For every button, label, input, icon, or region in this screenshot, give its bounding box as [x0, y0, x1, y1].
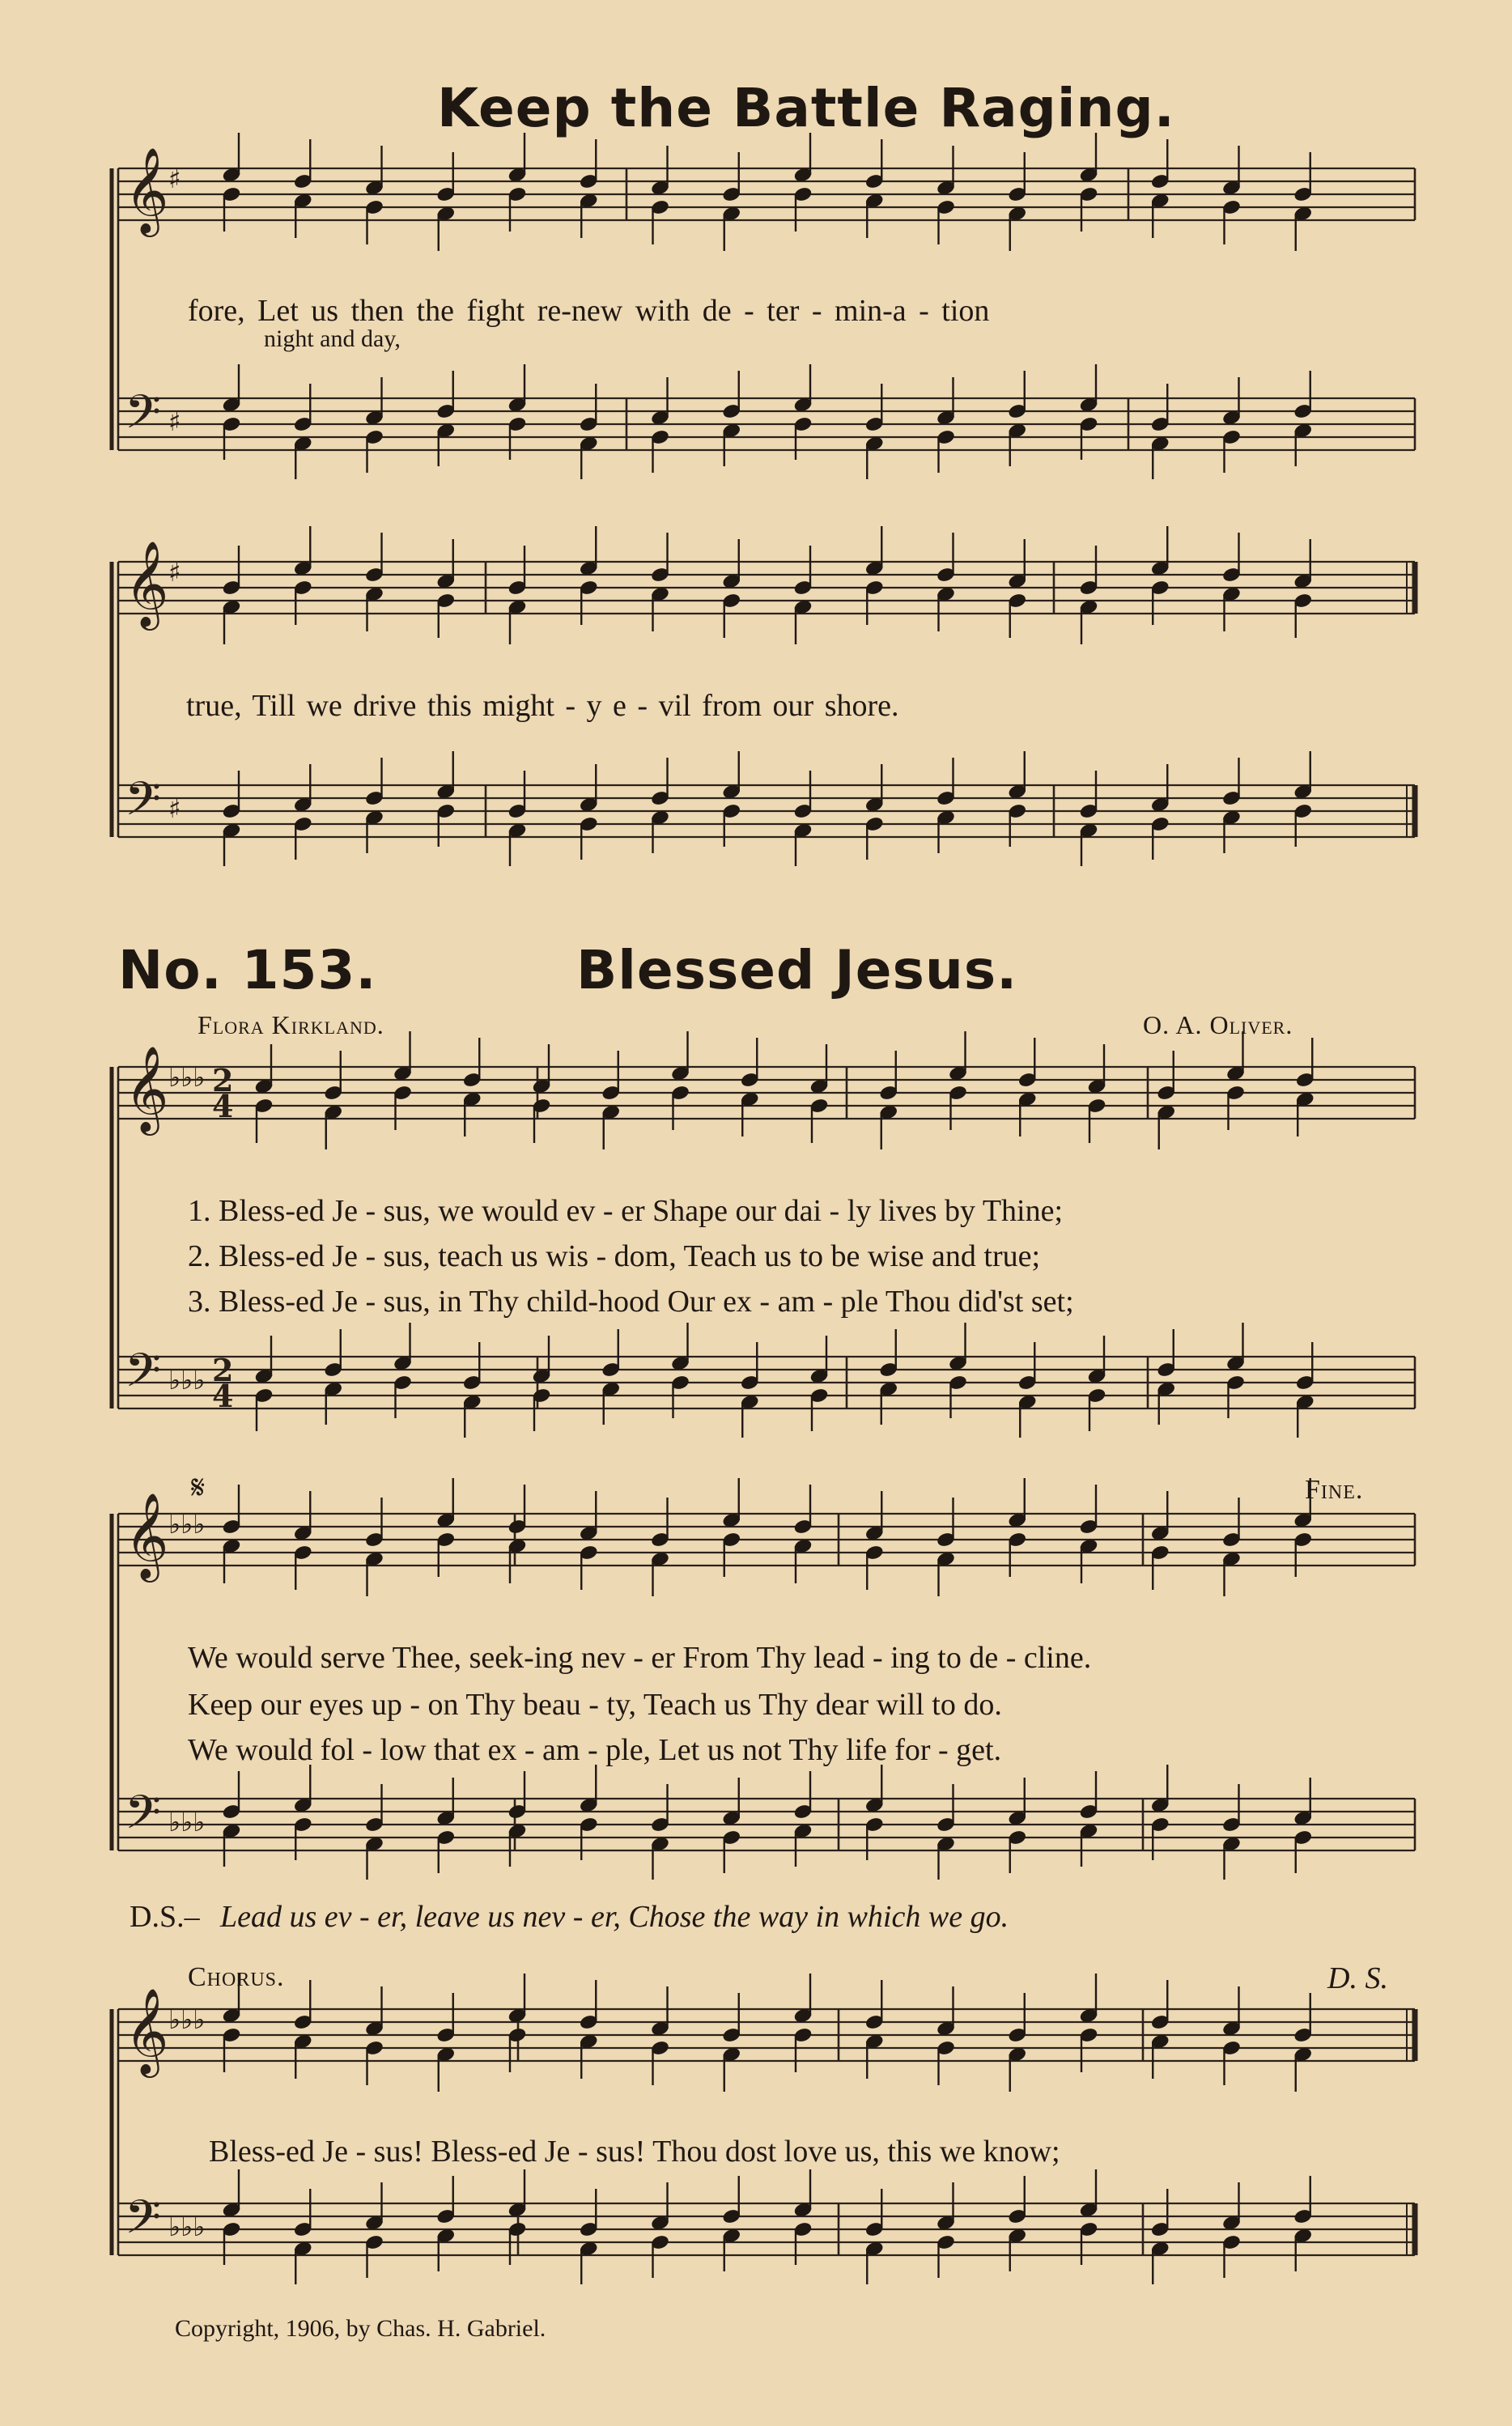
- song-title-keep-the-battle-raging: Keep the Battle Raging.: [437, 77, 1175, 139]
- song1-system2-key-signature-bass: ♯: [168, 793, 181, 824]
- segno-sign: 𝄋: [191, 1469, 206, 1506]
- copyright-notice: Copyright, 1906, by Chas. H. Gabriel.: [175, 2315, 546, 2342]
- song1-lyric-line1: fore, Let us then the fight re-new with de - ter - min-a - tion: [188, 294, 990, 328]
- song1-system1-key-signature-bass: ♯: [168, 406, 181, 437]
- song2-chorus-key-signature-treble: ♭♭♭: [168, 2004, 206, 2035]
- ds-prefix: D.S.–: [130, 1900, 200, 1934]
- verse2-line1: 2. Bless-ed Je - sus, teach us wis - dom, Teach us to be wise and true;: [188, 1239, 1041, 1273]
- verse1-line1: 1. Bless-ed Je - sus, we would ev - er Shape our dai - ly lives by Thine;: [188, 1194, 1064, 1228]
- song1-lyric-line2: true, Till we drive this might - y e - vil from our shore.: [186, 689, 899, 723]
- composer-credit: O. A. Oliver.: [1143, 1010, 1293, 1039]
- verse3-line2: We would fol - low that ex - am - ple, Let us not Thy life for - get.: [188, 1733, 1002, 1767]
- lyricist-credit: Flora Kirkland.: [197, 1010, 384, 1039]
- ds-marking: D. S.: [1327, 1961, 1388, 1995]
- hymn-number: No. 153.: [118, 939, 377, 1001]
- song2-system1-key-signature-treble: ♭♭♭: [168, 1062, 206, 1093]
- song-title-blessed-jesus: Blessed Jesus.: [576, 939, 1018, 1001]
- song2-chorus-key-signature-bass: ♭♭♭: [168, 2211, 206, 2242]
- song1-system2-treble-clef-icon: 𝄞: [125, 540, 169, 627]
- time-signature-treble-top: 2: [212, 1062, 234, 1098]
- song1-system2-key-signature-treble: ♯: [168, 557, 181, 588]
- chorus-label: Chorus.: [188, 1962, 285, 1992]
- song2-system2-treble-clef-icon: 𝄞: [125, 1492, 169, 1578]
- verse1-line2: We would serve Thee, seek-ing nev - er From Thy lead - ing to de - cline.: [188, 1641, 1092, 1675]
- song1-system1-key-signature-treble: ♯: [168, 164, 181, 194]
- song2-system1-treble-clef-icon: 𝄞: [125, 1045, 169, 1132]
- time-signature-bass-bottom: 4: [212, 1378, 234, 1414]
- ds-lyric-line: Lead us ev - er, leave us nev - er, Chose the way in which we go.: [220, 1900, 1009, 1934]
- song1-lyric-line1-alt: night and day,: [264, 325, 401, 352]
- song2-system2-bass-clef-icon: 𝄢: [125, 1785, 162, 1851]
- song2-chorus-treble-clef-icon: 𝄞: [125, 1987, 169, 2074]
- song2-system2-key-signature-treble: ♭♭♭: [168, 1509, 206, 1540]
- verse3-line1: 3. Bless-ed Je - sus, in Thy child-hood Our ex - am - ple Thou did'st set;: [188, 1285, 1074, 1319]
- song2-chorus-bass-clef-icon: 𝄢: [125, 2190, 162, 2256]
- song1-system1-bass-clef-icon: 𝄢: [125, 385, 162, 451]
- fine-marking: Fine.: [1305, 1475, 1364, 1505]
- time-signature-treble-bottom: 4: [212, 1088, 234, 1124]
- song2-system1-key-signature-bass: ♭♭♭: [168, 1365, 206, 1396]
- song1-system2-bass-clef-icon: 𝄢: [125, 771, 162, 838]
- chorus-lyric-line: Bless-ed Je - sus! Bless-ed Je - sus! Thou dost love us, this we know;: [209, 2135, 1060, 2169]
- time-signature-bass-top: 2: [212, 1352, 234, 1388]
- song2-system2-key-signature-bass: ♭♭♭: [168, 1807, 206, 1838]
- verse2-line2: Keep our eyes up - on Thy beau - ty, Teach us Thy dear will to do.: [188, 1688, 1002, 1722]
- song2-system1-bass-clef-icon: 𝄢: [125, 1343, 162, 1409]
- song1-system1-treble-clef-icon: 𝄞: [125, 147, 169, 233]
